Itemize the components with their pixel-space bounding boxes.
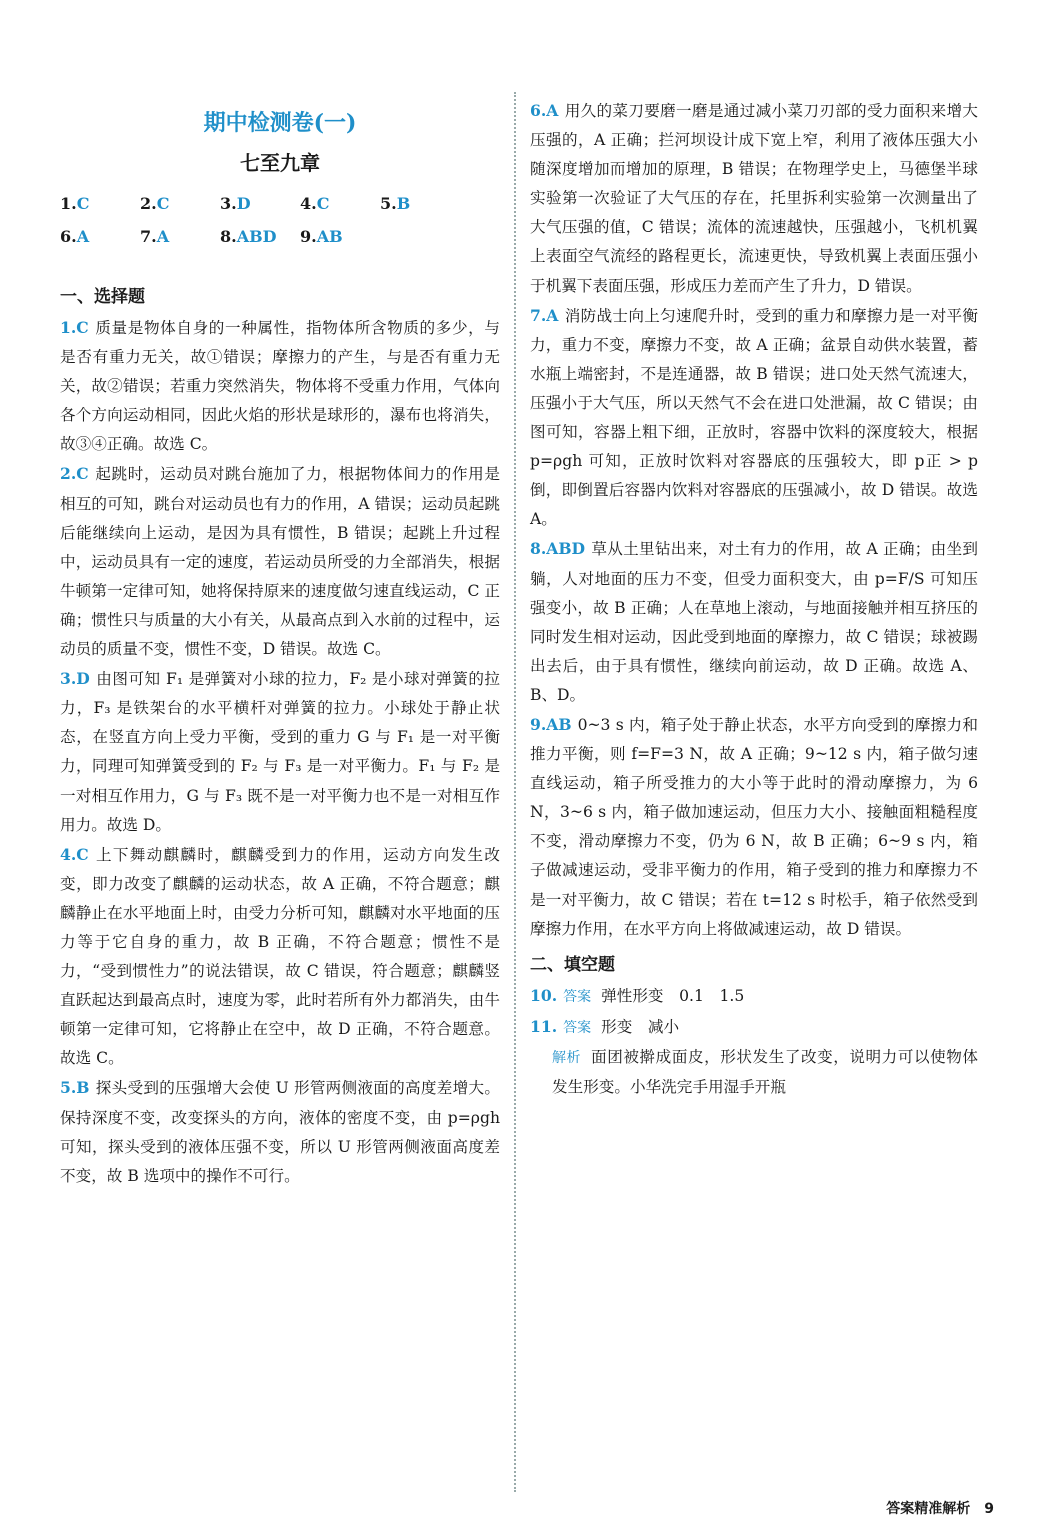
footer-label: 答案精准解析 bbox=[886, 1501, 971, 1517]
answer-item: 3.D bbox=[220, 194, 251, 213]
answer-item: 1.C bbox=[60, 194, 90, 213]
column-divider bbox=[514, 92, 516, 1492]
left-column bbox=[60, 96, 500, 1191]
page-number: 9 bbox=[984, 1501, 994, 1517]
answer-item: 8.ABD bbox=[220, 227, 277, 246]
explanation-item: 5.B 探头受到的压强增大会使 U 形管两侧液面的高度差增大。保持深度不变，改变探头的方向，液体的密度不变，由 p=ρgh 可知，探头受到的液体压强不变，所以 U 形管两侧液面高度差不变，故 B 选项中的操作不可行。 bbox=[60, 1078, 500, 1185]
explanation-item: 1.C 质量是物体自身的一种属性，指物体所含物质的多少，与是否有重力无关，故①错误；摩擦力的产生，与是否有重力无关，故②错误；若重力突然消失，物体将不受重力作用，气体向各个方向运动相同，因此火焰的形状是球形的，瀑布也将消失，故③④正确。故选 C。 bbox=[60, 318, 500, 454]
explanation-item: 8.ABD 草从土里钻出来，对土有力的作用，故 A 正确；由坐到躺，人对地面的压力不变，但受力面积变大，由 p=F/S 可知压强变小，故 B 正确；人在草地上滚动，与地面接触并相互挤压的同时发生相对运动，因此受到地面的摩擦力，故 C 错误；球被踢出去后，由于具有惯性，继续向前运动，故 D 正确。故选 A、B、D。 bbox=[530, 539, 978, 704]
page-title: 期中检测卷(一) bbox=[203, 110, 357, 136]
page-subtitle: 七至九章 bbox=[240, 151, 320, 175]
explanation-item: 2.C 起跳时，运动员对跳台施加了力，根据物体间力的作用是相互的可知，跳台对运动员也有力的作用，A 错误；运动员起跳后能继续向上运动，是因为具有惯性，B 错误；起跳上升过程中，运动员具有一定的速度，若运动员所受的力全部消失，根据牛顿第一定律可知，她将保持原来的速度做匀速直线运动，C 正确；惯性只与质量的大小有关，从最高点到入水前的过程中，运动员的质量不变，惯性不变，D 错误。故选 C。 bbox=[60, 464, 500, 659]
answer-item: 2.C bbox=[140, 194, 170, 213]
answer-grid bbox=[60, 194, 500, 246]
right-column bbox=[530, 96, 978, 1102]
answer-line: 11. 答案 形变 减小 bbox=[530, 1016, 680, 1036]
answer-item: 9.AB bbox=[300, 227, 343, 246]
answer-item: 6.A bbox=[60, 227, 90, 246]
section-heading-choice: 一、选择题 bbox=[60, 287, 145, 307]
answer-item: 7.A bbox=[140, 227, 170, 246]
explanation-item: 4.C 上下舞动麒麟时，麒麟受到力的作用，运动方向发生改变，即力改变了麒麟的运动状态，故 A 正确，不符合题意；麒麟静止在水平地面上时，由受力分析可知，麒麟对水平地面的压力等于它自身的重力，故 B 正确，不符合题意；惯性不是力，“受到惯性力”的说法错误，故 C 错误，符合题意；麒麟竖直跃起达到最高点时，速度为零，此时若所有外力都消失，由牛顿第一定律可知，它将静止在空中，故 D 正确，不符合题意。故选 C。 bbox=[60, 844, 500, 1068]
analysis-line: 解析 面团被擀成面皮，形状发生了改变，说明力可以使物体发生形变。小华洗完手用湿手开瓶 bbox=[552, 1047, 978, 1096]
explanation-item: 9.AB 0~3 s 内，箱子处于静止状态，水平方向受到的摩擦力和推力平衡，则 f=F=3 N，故 A 正确；9~12 s 内，箱子做匀速直线运动，箱子所受推力的大小等于此时的滑动摩擦力，为 6 N，3~6 s 内，箱子做加速运动，但压力大小、接触面粗糙程度不变，滑动摩擦力不变，仍为 6 N，故 B 正确；6~9 s 内，箱子做减速运动，受非平衡力的作用，箱子受到的推力和摩擦力不是一对平衡力，故 C 错误；若在 t=12 s 时松手，箱子依然受到摩擦力作用，在水平方向上将做减速运动，故 D 错误。 bbox=[530, 714, 978, 938]
explanation-item: 7.A 消防战士向上匀速爬升时，受到的重力和摩擦力是一对平衡力，重力不变，摩擦力不变，故 A 正确；盆景自动供水装置，蓄水瓶上端密封，不是连通器，故 B 错误；进口处天然气流速大，压强小于大气压，所以天然气不会在进口处泄漏，故 C 错误；由图可知，容器上粗下细，正放时，容器中饮料的深度较大，根据 p=ρgh 可知，正放时饮料对容器底的压强较大，即 p正 > p倒，即倒置后容器内饮料对容器底的压强减小，故 D 错误。故选 A。 bbox=[530, 305, 978, 529]
explanation-item: 3.D 由图可知 F₁ 是弹簧对小球的拉力，F₂ 是小球对弹簧的拉力，F₃ 是铁架台的水平横杆对弹簧的拉力。小球处于静止状态，在竖直方向上受力平衡，受到的重力 G 与 F₁ 是一对平衡力，同理可知弹簧受到的 F₂ 与 F₃ 是一对平衡力。F₁ 与 F₂ 是一对相互作用力，G 与 F₃ 既不是一对平衡力也不是一对相互作用力。故选 D。 bbox=[60, 669, 500, 834]
section-heading-fill: 二、填空题 bbox=[530, 954, 615, 975]
answer-item: 5.B bbox=[380, 194, 411, 213]
answer-item: 4.C bbox=[300, 194, 330, 213]
page-footer bbox=[886, 1498, 994, 1518]
explanation-item: 6.A 用久的菜刀要磨一磨是通过减小菜刀刃部的受力面积来增大压强的，A 正确；拦河坝设计成下宽上窄，利用了液体压强大小随深度增加而增加的原理，B 错误；在物理学史上，马德堡半球实验第一次验证了大气压的存在，托里拆利实验第一次测量出了大气压强的值，C 错误；流体的流速越快，压强越小，飞机机翼上表面空气流经的路程更长，流速更快，导致机翼上表面压强小于机翼下表面压强，形成压力差而产生了升力，D 错误。 bbox=[530, 101, 978, 295]
answer-line: 10. 答案 弹性形变 0.1 1.5 bbox=[530, 985, 745, 1005]
